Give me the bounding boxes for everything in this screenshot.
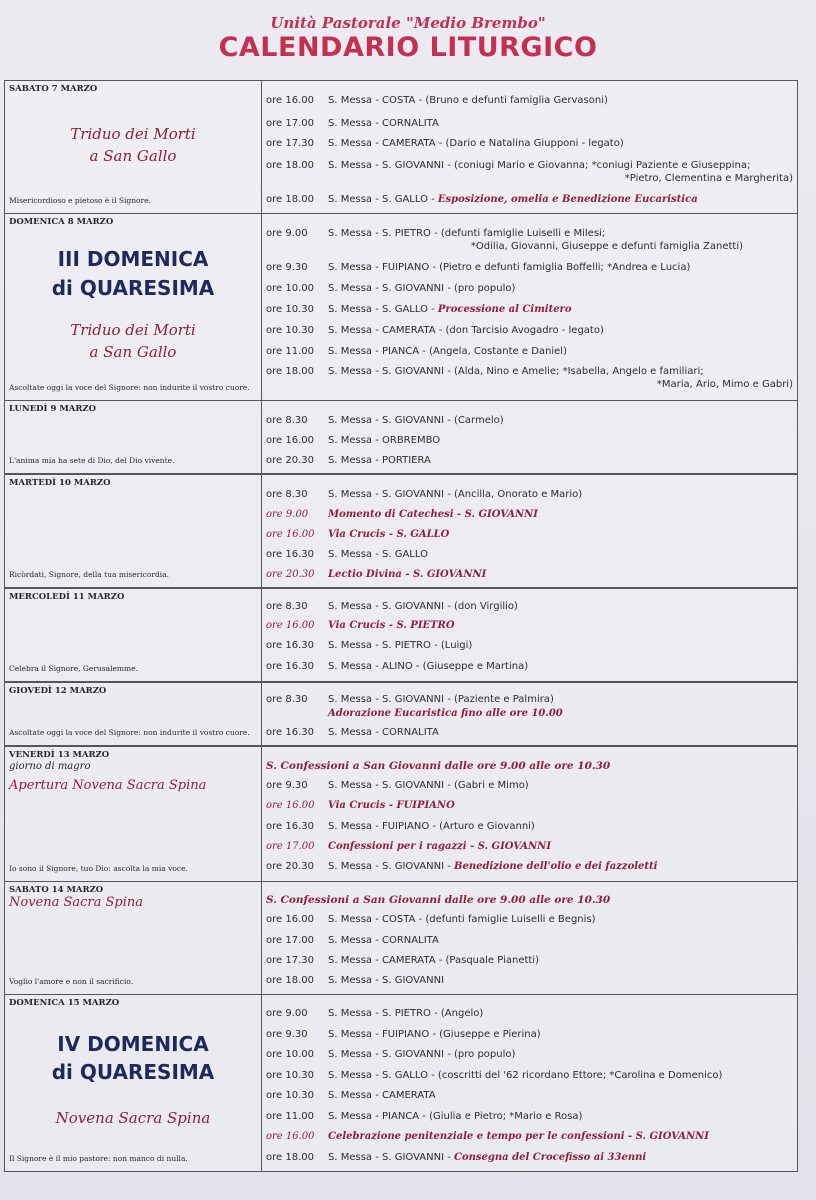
event-text: S. Messa - S. GALLO - (coscritti del '62 ricordano Ettore; *Carolina e Domenico) [328,1070,723,1081]
day-verse: Misericordioso e pietoso è il Signore. [9,196,151,205]
day-block-7 [4,881,798,995]
day-block-5 [4,682,798,746]
event-time: ore 16.00 [266,1131,315,1142]
confessions-banner: S. Confessioni a San Giovanni dalle ore 9.00 alle ore 10.30 [266,760,611,772]
event-time: ore 18.00 [266,975,314,986]
event-text: S. Messa - FUIPIANO - (Giuseppe e Pierina) [328,1029,541,1040]
event-text: S. Messa - CORNALITA [328,935,439,946]
event-time: ore 17.00 [266,935,314,946]
event-time: ore 9.00 [266,1008,308,1019]
day-label: LUNEDÌ 9 MARZO [9,404,97,414]
event-text: S. Messa - S. GIOVANNI - (coniugi Mario e Giovanna; *coniugi Paziente e Giuseppina; [328,160,751,171]
event-time: ore 17.00 [266,841,315,852]
event-row [266,366,793,392]
event-text: S. Messa - S. PIETRO - (Angelo) [328,1008,484,1019]
event-time: ore 17.00 [266,118,314,129]
event-highlight: Consegna del Crocefisso ai 33enni [454,1152,647,1163]
event-text-continued: *Maria, Ario, Mimo e Gabri) [656,379,793,390]
event-text: S. Messa - S. GIOVANNI - (don Virgilio) [328,601,518,612]
event-text: S. Messa - CORNALITA [328,118,439,129]
event-text: Celebrazione penitenziale e tempo per le confessioni - S. GIOVANNI [328,1131,709,1142]
event-text: S. Messa - PIANCA - (Angela, Costante e Daniel) [328,346,567,357]
event-text: S. Messa - S. GIOVANNI [328,975,445,986]
event-time: ore 10.30 [266,304,314,315]
day-events [263,747,797,881]
event-text: S. Messa - CAMERATA - (Pasquale Pianetti) [328,955,539,966]
day-info [5,683,262,745]
day-verse: Ascoltate oggi la voce del Signore: non indurite il vostro cuore. [9,383,250,392]
day-events [263,81,797,213]
event-time: ore 17.30 [266,138,314,149]
event-time: ore 16.00 [266,800,315,811]
event-row [266,160,793,186]
event-text-continued: *Pietro, Clementina e Margherita) [624,173,793,184]
event-time: ore 9.30 [266,262,308,273]
day-events [263,589,797,681]
event-time: ore 16.30 [266,661,314,672]
event-text: S. Messa - CORNALITA [328,727,439,738]
day-events [263,401,797,473]
day-block-3 [4,474,798,588]
event-text: Momento di Catechesi - S. GIOVANNI [328,509,538,520]
event-text: S. Messa - CAMERATA [328,1090,436,1101]
event-text: S. Messa - S. GIOVANNI - [328,861,455,872]
event-time: ore 8.30 [266,415,308,426]
event-time: ore 18.00 [266,366,314,377]
day-verse: Celebra il Signore, Gerusalemme. [9,664,138,673]
day-label: DOMENICA 15 MARZO [9,998,120,1008]
day-title-line: Triduo dei Morti [70,125,196,143]
event-time: ore 8.30 [266,694,308,705]
event-text: S. Messa - S. GIOVANNI - [328,1152,455,1163]
day-block-0 [4,80,798,214]
day-title-line: Triduo dei Morti [70,321,196,339]
event-text: S. Messa - S. GIOVANNI - (Ancilla, Onorato e Mario) [328,489,583,500]
event-text: S. Messa - PORTIERA [328,455,431,466]
day-label: DOMENICA 8 MARZO [9,217,114,227]
day-info [5,589,262,681]
event-highlight: Adorazione Eucaristica fino alle ore 10.00 [328,708,563,719]
day-block-2 [4,400,798,474]
event-text: S. Messa - S. GIOVANNI - (pro populo) [328,283,516,294]
event-time: ore 9.00 [266,509,309,520]
event-time: ore 16.30 [266,821,314,832]
event-text: S. Messa - S. GIOVANNI - (pro populo) [328,1049,516,1060]
day-verse: Voglio l'amore e non il sacrificio. [9,977,134,986]
event-text: S. Messa - COSTA - (defunti famiglie Luiselli e Begnis) [328,914,596,925]
day-title-line: a San Gallo [89,343,177,361]
event-text: S. Messa - S. GIOVANNI - (Paziente e Palmira) [328,694,554,705]
day-info [5,401,262,473]
event-text-continued: *Odilia, Giovanni, Giuseppe e defunti famiglia Zanetti) [470,241,743,252]
day-events [263,683,797,745]
event-text: S. Messa - COSTA - (Bruno e defunti famiglia Gervasoni) [328,95,608,106]
event-time: ore 10.30 [266,1090,314,1101]
day-block-1 [4,213,798,401]
event-time: ore 9.30 [266,1029,308,1040]
event-text: Via Crucis - S. PIETRO [328,620,455,631]
event-time: ore 18.00 [266,160,314,171]
day-events [263,214,797,400]
confessions-banner: S. Confessioni a San Giovanni dalle ore 9.00 alle ore 10.30 [266,894,611,906]
event-time: ore 16.00 [266,914,314,925]
page-title: CALENDARIO LITURGICO [218,32,598,63]
day-verse: Io sono il Signore, tuo Dio: ascolta la mia voce. [9,864,188,873]
day-block-4 [4,588,798,682]
event-text: S. Messa - PIANCA - (Giulia e Pietro; *Mario e Rosa) [328,1111,583,1122]
event-time: ore 16.00 [266,620,315,631]
event-text: Via Crucis - FUIPIANO [328,800,455,811]
day-label: MARTEDÌ 10 MARZO [9,478,111,488]
event-time: ore 8.30 [266,601,308,612]
event-text: Lectio Divina - S. GIOVANNI [328,569,487,580]
event-text: S. Messa - ALINO - (Giuseppe e Martina) [328,661,529,672]
event-text: S. Messa - CAMERATA - (don Tarcisio Avogadro - legato) [328,325,604,336]
day-label: SABATO 7 MARZO [9,84,98,94]
event-time: ore 10.30 [266,1070,314,1081]
day-events [263,882,797,994]
day-info [5,995,262,1171]
day-verse: Ascoltate oggi la voce del Signore: non indurite il vostro cuore. [9,728,250,737]
day-title-line: Novena Sacra Spina [9,895,144,910]
event-time: ore 10.00 [266,1049,314,1060]
day-title-line: a San Gallo [89,147,177,165]
day-title-line: Apertura Novena Sacra Spina [9,778,207,793]
event-text: Confessioni per i ragazzi - S. GIOVANNI [328,841,551,852]
event-time: ore 16.30 [266,640,314,651]
event-time: ore 10.30 [266,325,314,336]
day-events [263,995,797,1171]
event-time: ore 20.30 [266,569,315,580]
day-block-8 [4,994,798,1172]
event-time: ore 16.00 [266,95,314,106]
day-label: VENERDÌ 13 MARZO [9,750,110,760]
event-time: ore 10.00 [266,283,314,294]
day-verse: L'anima mia ha sete di Dio, del Dio vivente. [9,456,175,465]
sunday-title-line: III DOMENICA [57,247,209,271]
event-row [266,228,793,254]
event-highlight: Processione al Cimitero [437,304,572,315]
day-info [5,81,262,213]
event-highlight: Esposizione, omelia e Benedizione Eucaristica [437,194,698,205]
sunday-title-line: di QUARESIMA [51,276,215,300]
event-text: S. Messa - S. PIETRO - (defunti famiglie Luiselli e Milesi; [328,228,606,239]
day-info [5,882,262,994]
event-text: S. Messa - FUIPIANO - (Arturo e Giovanni) [328,821,535,832]
day-info [5,214,262,400]
event-time: ore 16.30 [266,727,314,738]
event-time: ore 17.30 [266,955,314,966]
event-text: S. Messa - FUIPIANO - (Pietro e defunti famiglia Boffelli; *Andrea e Lucia) [328,262,691,273]
event-text: S. Messa - S. GALLO [328,549,428,560]
day-note: giorno di magro [9,761,91,772]
day-info [5,747,262,881]
day-verse: Ricòrdati, Signore, della tua misericordia. [9,570,170,579]
event-row [266,694,793,720]
day-events [263,475,797,587]
day-label: MERCOLEDÌ 11 MARZO [9,592,125,602]
event-text: S. Messa - ORBREMBO [328,435,441,446]
event-time: ore 9.30 [266,780,308,791]
event-text: S. Messa - S. GIOVANNI - (Carmelo) [328,415,504,426]
event-time: ore 11.00 [266,346,314,357]
day-title-line: Novena Sacra Spina [55,1109,211,1127]
day-label: GIOVEDÌ 12 MARZO [9,686,107,696]
event-highlight: Benedizione dell'olio e dei fazzoletti [454,861,658,872]
day-block-6 [4,746,798,882]
sunday-title-line: di QUARESIMA [51,1060,215,1084]
event-time: ore 9.00 [266,228,308,239]
event-time: ore 18.00 [266,1152,314,1163]
event-text: S. Messa - S. GALLO - [328,304,438,315]
event-time: ore 8.30 [266,489,308,500]
parish-subtitle: Unità Pastorale "Medio Brembo" [270,14,546,32]
day-info [5,475,262,587]
day-label: SABATO 14 MARZO [9,885,104,895]
event-time: ore 16.00 [266,529,315,540]
event-time: ore 20.30 [266,861,314,872]
event-time: ore 20.30 [266,455,314,466]
event-text: S. Messa - S. GALLO - [328,194,438,205]
header [0,14,816,64]
day-verse: Il Signore è il mio pastore: non manco di nulla. [9,1154,188,1163]
sunday-title-line: IV DOMENICA [57,1032,209,1056]
event-text: S. Messa - S. GIOVANNI - (Alda, Nino e Amelie; *Isabella, Angelo e familiari; [328,366,704,377]
event-text: Via Crucis - S. GALLO [328,529,450,540]
event-text: S. Messa - S. PIETRO - (Luigi) [328,640,473,651]
event-text: S. Messa - S. GIOVANNI - (Gabri e Mimo) [328,780,529,791]
event-time: ore 11.00 [266,1111,314,1122]
event-time: ore 18.00 [266,194,314,205]
event-time: ore 16.00 [266,435,314,446]
event-text: S. Messa - CAMERATA - (Dario e Natalina Giupponi - legato) [328,138,624,149]
event-time: ore 16.30 [266,549,314,560]
